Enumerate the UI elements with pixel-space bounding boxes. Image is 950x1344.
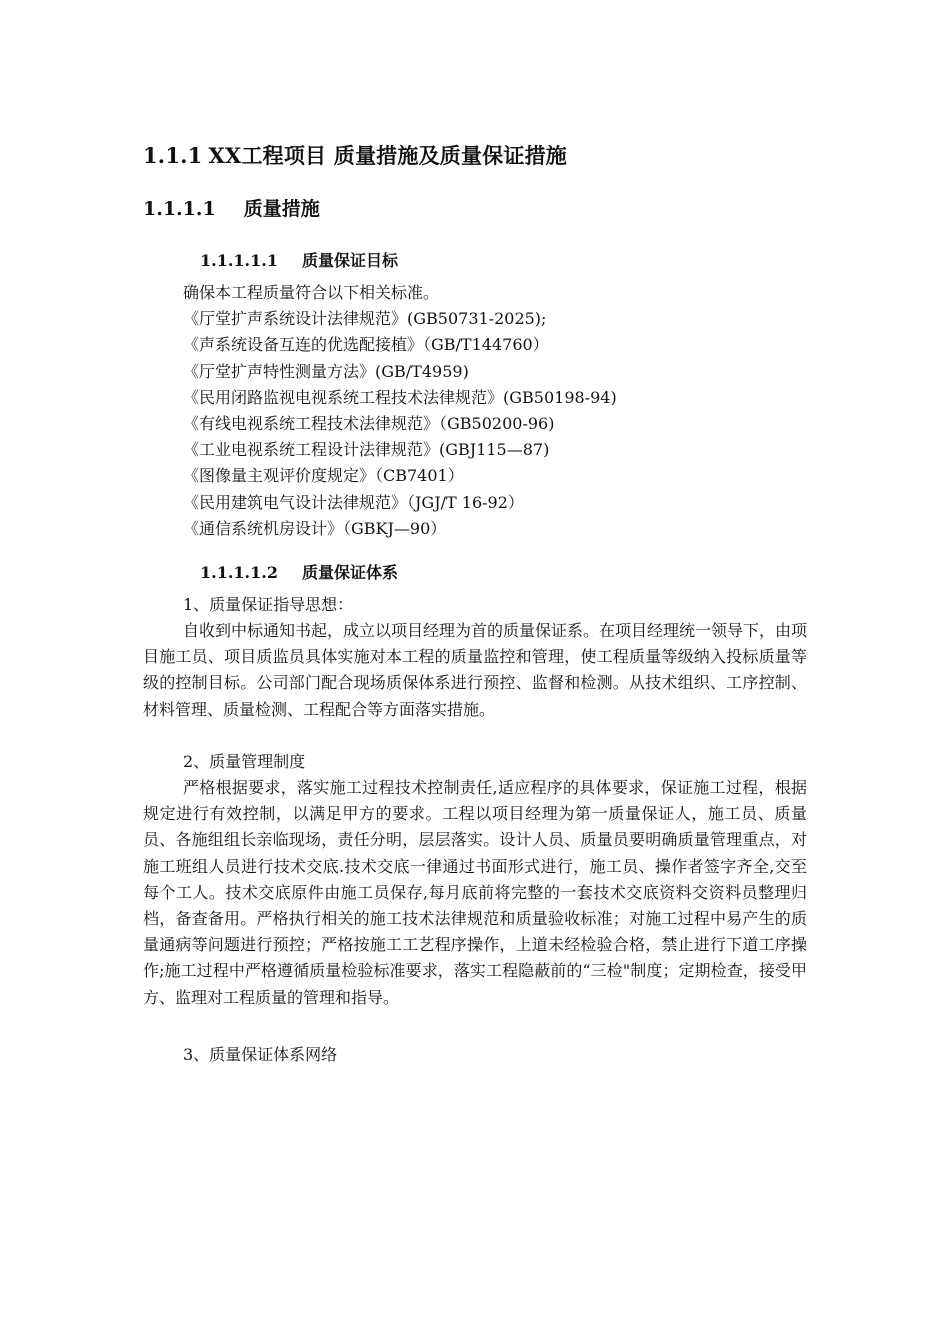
item3-title: 3、质量保证体系网络 — [183, 1045, 338, 1064]
item2-heading-block — [143, 749, 808, 775]
subsection-number: 1.1.1.1.2 — [200, 563, 278, 582]
section-heading — [143, 194, 320, 221]
subsection-text: 质量保证体系 — [301, 563, 398, 582]
subsection-text: 质量保证目标 — [301, 251, 398, 270]
standard-item: 《通信系统机房设计》（GBKJ—90） — [183, 518, 447, 538]
title-text: XX工程项目 质量措施及质量保证措施 — [208, 143, 567, 168]
subsection-heading-quality-system — [200, 560, 398, 583]
item3-heading-block — [143, 1042, 808, 1068]
standard-item: 《工业电视系统工程设计法律规范》(GBJ115—87) — [183, 440, 550, 460]
standard-item: 《声系统设备互连的优选配接植》（GB/T144760） — [183, 335, 549, 355]
subsection-number: 1.1.1.1.1 — [200, 251, 278, 270]
section-number: 1.1.1.1 — [143, 198, 216, 220]
item1-title: 1、质量保证指导思想： — [183, 595, 354, 614]
standard-item: 《民用闭路监视电视系统工程技术法律规范》(GB50198-94) — [183, 387, 617, 407]
subsection-heading-quality-goal — [200, 248, 398, 271]
standard-item: 《有线电视系统工程技术法律规范》（GB50200-96) — [183, 414, 555, 434]
standard-item: 《图像量主观评价度规定》（CB7401） — [183, 466, 464, 486]
item1-heading-block — [143, 592, 808, 618]
standard-item: 《厅堂扩声系统设计法律规范》(GB50731-2025); — [183, 309, 547, 329]
item2-paragraph: 严格根据要求，落实施工过程技术控制责任,适应程序的具体要求，保证施工过程，根据规定进行有效控制，以满足甲方的要求。工程以项目经理为第一质量保证人，施工员、质量员、各施组组长亲临现场，责任分明，层层落实。设计人员、质量员要明确质量管理重点，对施工班组人员进行技术交底.技术交底一律通过书面形式进行，施工员、操作者签字齐全,交至每个工人。技术交底原件由施工员保存,每月底前将完整的一套技术交底资料交资料员整理归档，备查备用。严格执行相关的施工技术法律规范和质量验收标准；对施工过程中易产生的质量通病等问题进行预控；严格按施工工艺程序操作，上道未经检验合格，禁止进行下道工序操作;施工过程中严格遵循质量检验标准要求，落实工程隐蔽前的“三检"制度；定期检查，接受甲方、监理对工程质量的管理和指导。 — [143, 778, 807, 1007]
section-text: 质量措施 — [243, 198, 320, 220]
standards-intro: 确保本工程质量符合以下相关标准。 — [183, 283, 440, 302]
standards-list — [143, 280, 808, 542]
standard-item: 《厅堂扩声特性测量方法》(GB/T4959) — [183, 361, 469, 381]
item1-paragraph: 自收到中标通知书起，成立以项目经理为首的质量保证系。在项目经理统一领导下，由项目施工员、项目质监员具体实施对本工程的质量监控和管理，使工程质量等级纳入投标质量等级的控制目标。公司部门配合现场质保体系进行预控、监督和检测。从技术组织、工序控制、材料管理、质量检测、工程配合等方面落实措施。 — [143, 621, 808, 719]
document-title — [143, 140, 567, 170]
standard-item: 《民用建筑电气设计法律规范》（JGJ/T 16-92） — [183, 492, 524, 512]
item2-title: 2、质量管理制度 — [183, 752, 306, 771]
title-number: 1.1.1 — [143, 143, 203, 168]
